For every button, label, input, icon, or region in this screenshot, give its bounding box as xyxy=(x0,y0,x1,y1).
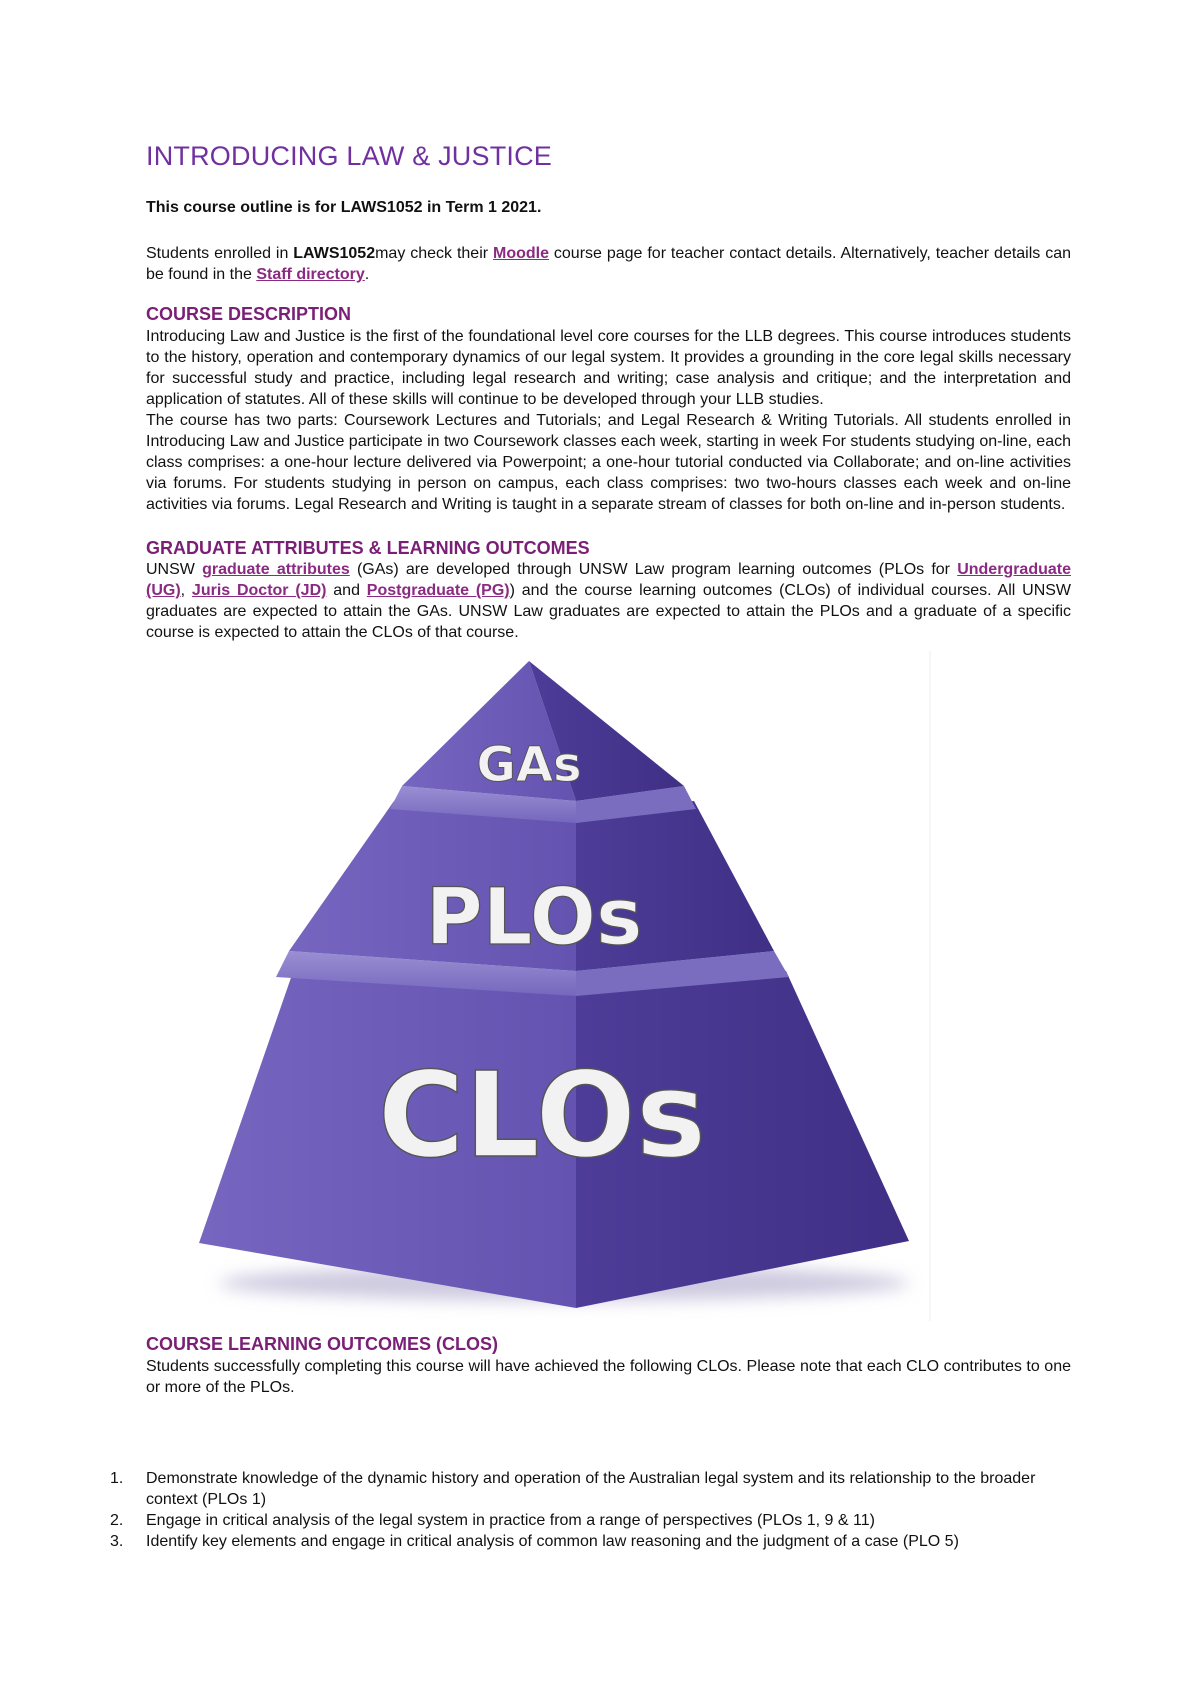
list-number: 3. xyxy=(110,1533,124,1550)
list-text: Identify key elements and engage in critical analysis of common law reasoning and the judgment of a case (PLO 5) xyxy=(146,1533,959,1550)
page-title: INTRODUCING LAW & JUSTICE xyxy=(146,141,553,171)
list-item xyxy=(108,1468,1073,1510)
course-description-para-1: Introducing Law and Justice is the first of the foundational level core courses for the LLB degrees. This course introduces students to the history, operation and contemporary dynamics of our legal system. It provides a grounding in the core legal skills necessary for successful study and practice, including legal research and writing; case analysis and critique; and the interpretation and application of statutes. All of these skills will continue to be developed through your LLB studies. xyxy=(146,327,1071,408)
pyramid-graphic xyxy=(144,651,934,1321)
graduate-attributes-heading: GRADUATE ATTRIBUTES & LEARNING OUTCOMES xyxy=(146,537,590,558)
course-description-para-2: The course has two parts: Coursework Lectures and Tutorials; and Legal Research & Writing Tutorials. All students enrolled in Introducing Law and Justice participate in two Coursework classes each week, starting in week For students studying on-line, each class comprises: a one-hour lecture delivered via Powerpoint; a one-hour tutorial conducted via Collaborate; and on-line activities via forums. For students studying in person on campus, each class comprises: two two-hours classes each week and on-line activities via forums. Legal Research and Writing is taught in a separate stream of classes for both on-line and in-person students. xyxy=(146,411,1071,513)
staff-directory-link[interactable]: Staff directory xyxy=(256,266,365,284)
clos-list xyxy=(108,1468,1073,1552)
ga-text-5: ) and the course learning outcomes (CLOs) of individual courses. All UNSW graduates are expected to attain the GAs. UNSW Law graduates are expected to attain the PLOs and a graduate of a specific course is expected to attain the CLOs of that course. xyxy=(146,582,1072,642)
graduate-attributes-link[interactable]: graduate attributes xyxy=(202,561,350,579)
list-text: Demonstrate knowledge of the dynamic history and operation of the Australian legal system and its relationship to the broader context (PLOs 1) xyxy=(146,1470,1036,1508)
list-number: 1. xyxy=(110,1470,124,1487)
intro-text-4: . xyxy=(364,266,370,284)
ga-text-2: (GAs) are developed through UNSW Law program learning outcomes (PLOs for xyxy=(349,561,958,579)
ga-text-4: and xyxy=(326,582,367,600)
juris-doctor-link[interactable]: Juris Doctor (JD) xyxy=(191,582,327,600)
intro-text-1: Students enrolled in xyxy=(146,245,294,263)
ga-text-1: UNSW xyxy=(146,561,203,579)
outline-subtitle: This course outline is for LAWS1052 in Term 1 2021. xyxy=(146,199,542,217)
clos-intro: Students successfully completing this course will have achieved the following CLOs. Please note that each CLO contributes to one or more of the PLOs. xyxy=(146,1357,1071,1396)
list-text: Engage in critical analysis of the legal system in practice from a range of perspectives (PLOs 1, 9 & 11) xyxy=(146,1512,875,1529)
pyramid-gas-label: GAs xyxy=(476,737,582,794)
graduate-attributes-paragraph xyxy=(146,559,1071,643)
undergraduate-link[interactable]: Undergraduate (UG) xyxy=(146,561,1071,600)
list-item xyxy=(108,1510,1073,1531)
postgraduate-link[interactable]: Postgraduate (PG) xyxy=(366,582,510,600)
pyramid-plos-label: PLOs xyxy=(425,873,643,964)
clos-heading: COURSE LEARNING OUTCOMES (CLOS) xyxy=(146,1334,499,1355)
list-number: 2. xyxy=(110,1512,124,1529)
intro-paragraph xyxy=(146,243,1071,285)
course-description-heading: COURSE DESCRIPTION xyxy=(146,304,352,325)
intro-text-2: may check their xyxy=(375,245,493,263)
pyramid-clos-label: CLOs xyxy=(377,1046,707,1185)
list-item xyxy=(108,1531,1073,1552)
ga-text-3: , xyxy=(180,582,192,600)
learning-outcomes-pyramid xyxy=(144,651,934,1321)
document-content xyxy=(146,140,1071,1398)
course-code: LAWS1052 xyxy=(293,245,376,263)
intro-text-3: course page for teacher contact details. Alternatively, teacher details can be found in the xyxy=(146,245,1071,284)
moodle-link[interactable]: Moodle xyxy=(492,245,549,263)
